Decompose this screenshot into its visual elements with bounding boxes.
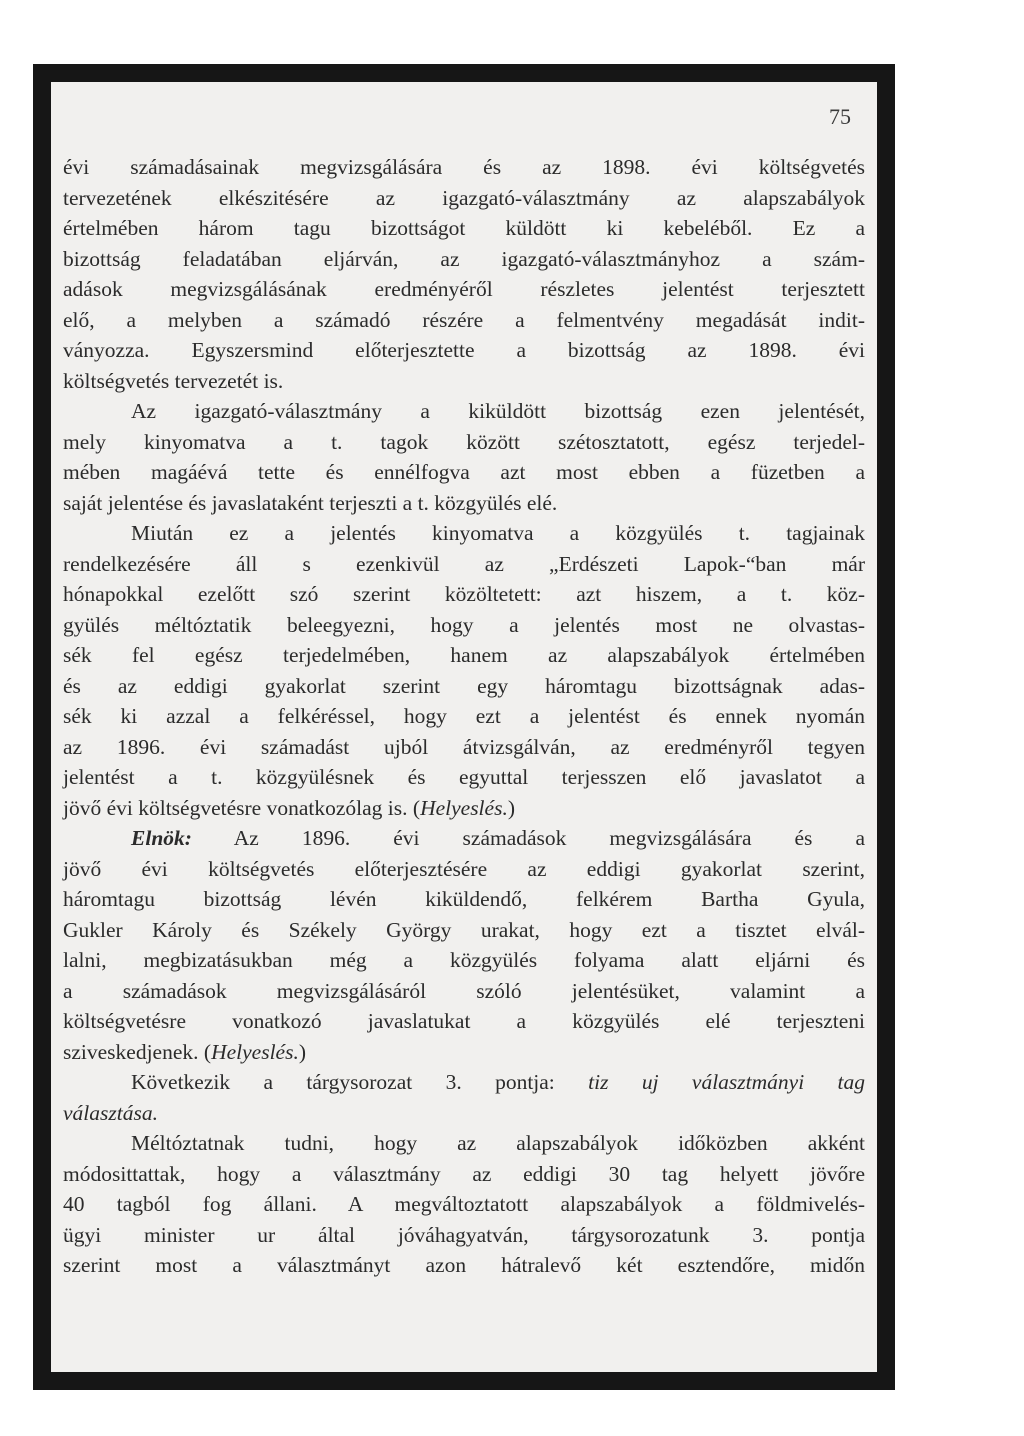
text-body <box>63 152 865 1281</box>
text-line <box>63 1006 865 1037</box>
text-line <box>63 640 865 671</box>
text-line <box>63 1067 865 1098</box>
page-frame-bottom <box>33 1372 895 1390</box>
text-line <box>63 488 865 519</box>
page-frame-top <box>33 64 895 82</box>
line-text: rendelkezésére áll s ezenkivül az „Erdészeti Lapok-“ban már <box>63 551 865 576</box>
line-text: adások megvizsgálásának eredményéről részletes jelentést terjesztett <box>63 277 865 301</box>
speaker-name: Elnök: <box>131 826 192 850</box>
line-text: Az igazgató-választmány a kiküldött bizottság ezen jelentését, <box>131 399 865 423</box>
page-frame-left <box>33 64 51 1390</box>
text-line <box>63 1189 865 1220</box>
line-text: saját jelentése és javaslataként terjeszti a t. közgyülés elé. <box>63 490 558 515</box>
page-frame-right <box>877 64 895 1390</box>
text-line <box>63 1128 865 1159</box>
line-text: háromtagu bizottság lévén kiküldendő, felkérem Bartha Gyula, <box>63 887 865 911</box>
line-text: sék fel egész terjedelmében, hanem az alapszabályok értelmében <box>63 643 865 667</box>
line-text: Méltóztatnak tudni, hogy az alapszabályok időközben akként <box>131 1131 865 1155</box>
text-line <box>63 1098 865 1129</box>
line-text: szerint most a választmányt azon hátralevő két esztendőre, midőn <box>63 1253 865 1277</box>
text-line <box>63 457 865 488</box>
text-line: sziveskedjenek. (Helyeslés.) <box>63 1039 307 1064</box>
text-line <box>63 213 865 244</box>
document-page <box>51 82 877 1372</box>
line-text: bizottság feladatában eljárván, az igazgató-választmányhoz a szám- <box>63 246 865 271</box>
text-line <box>63 396 865 427</box>
line-text: hónapokkal ezelőtt szó szerint közöltetett: azt hiszem, a t. köz- <box>63 582 865 606</box>
line-text: Következik a tárgysorozat 3. pontja: <box>131 1070 555 1094</box>
line-text: tervezetének elkészitésére az igazgató-választmány az alapszabályok <box>63 185 865 210</box>
line-text: évi számadásainak megvizsgálására és az 1898. évi költségvetés <box>63 155 865 179</box>
line-text: módosittattak, hogy a választmány az eddigi 30 tag helyett jövőre <box>63 1161 865 1186</box>
text-line <box>63 579 865 610</box>
text-line <box>63 945 865 976</box>
line-text: lalni, megbizatásukban még a közgyülés folyama alatt eljárni és <box>63 948 865 972</box>
line-text: sék ki azzal a felkéréssel, hogy ezt a jelentést és ennek nyomán <box>63 704 865 728</box>
text-line <box>63 884 865 915</box>
line-text: és az eddigi gyakorlat szerint egy háromtagu bizottságnak adas- <box>63 673 865 698</box>
text-line <box>63 732 865 763</box>
page-number: 75 <box>829 104 851 129</box>
line-text: költségvetés tervezetét is. <box>63 368 284 393</box>
text-line <box>63 701 865 732</box>
line-text: jövő évi költségvetésre vonatkozólag is. <box>63 795 408 820</box>
line-text: Gukler Károly és Székely György urakat, hogy ezt a tisztet elvál- <box>63 917 865 942</box>
line-text: mében magáévá tette és ennélfogva azt most ebben a füzetben a <box>63 460 865 484</box>
italic-text: választása. <box>63 1100 158 1125</box>
italic-text: Helyeslés. <box>211 1039 299 1064</box>
text-line <box>63 518 865 549</box>
text-line <box>63 1220 865 1251</box>
line-text: költségvetésre vonatkozó javaslatukat a közgyülés elé terjeszteni <box>63 1009 865 1033</box>
line-text: Az 1896. évi számadások megvizsgálására és a <box>233 826 865 850</box>
text-line <box>63 854 865 885</box>
line-text: gyülés méltóztatik beleegyezni, hogy a jelentés most ne olvastas- <box>63 612 865 637</box>
line-text: jövő évi költségvetés előterjesztésére az eddigi gyakorlat szerint, <box>63 856 865 881</box>
line-text: az 1896. évi számadást ujból átvizsgálván, az eredményről tegyen <box>63 734 865 759</box>
text-line <box>63 1250 865 1281</box>
text-line <box>63 335 865 366</box>
text-line <box>63 823 865 854</box>
line-text: mely kinyomatva a t. tagok között szétosztatott, egész terjedel- <box>63 429 865 454</box>
text-line <box>63 762 865 793</box>
text-line: jövő évi költségvetésre vonatkozólag is. (Helyeslés.) <box>63 795 515 820</box>
text-line <box>63 915 865 946</box>
italic-text: tiz uj választmányi tag <box>588 1070 866 1094</box>
line-text: 40 tagból fog állani. A megváltoztatott alapszabályok a földmivelés- <box>63 1192 865 1216</box>
text-line <box>63 976 865 1007</box>
text-line <box>63 1159 865 1190</box>
text-line <box>63 549 865 580</box>
text-line <box>63 610 865 641</box>
text-line <box>63 671 865 702</box>
line-text: Miután ez a jelentés kinyomatva a közgyülés t. tagjainak <box>131 521 865 545</box>
line-text: ványozza. Egyszersmind előterjesztette a bizottság az 1898. évi <box>63 338 865 362</box>
text-line <box>63 244 865 275</box>
text-line <box>63 427 865 458</box>
line-text: a számadások megvizsgálásáról szóló jelentésüket, valamint a <box>63 978 865 1003</box>
text-line <box>63 183 865 214</box>
text-line <box>63 366 865 397</box>
line-text: értelmében három tagu bizottságot küldött ki kebeléből. Ez a <box>63 216 865 240</box>
text-line <box>63 274 865 305</box>
line-text: sziveskedjenek. <box>63 1039 199 1064</box>
line-text: ügyi minister ur által jóváhagyatván, tárgysorozatunk 3. pontja <box>63 1222 865 1247</box>
text-line <box>63 152 865 183</box>
italic-text: Helyeslés. <box>420 795 508 820</box>
line-text: jelentést a t. közgyülésnek és egyuttal terjesszen elő javaslatot a <box>63 765 865 789</box>
text-line <box>63 305 865 336</box>
line-text: elő, a melyben a számadó részére a felmentvény megadását indit- <box>63 307 865 332</box>
